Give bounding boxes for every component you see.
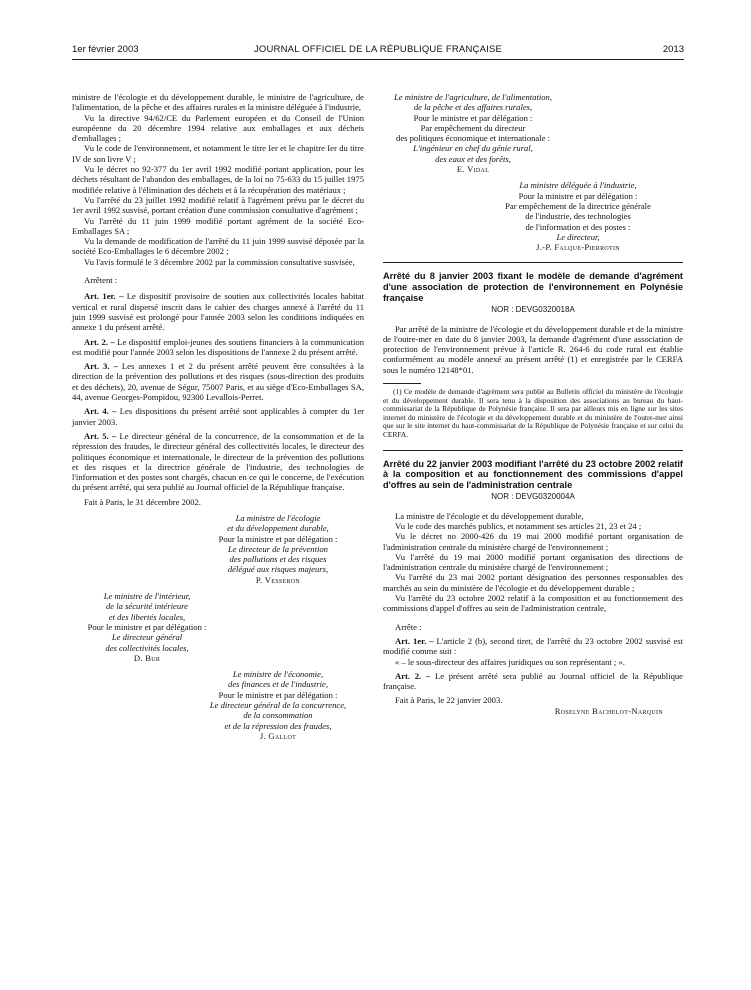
sig-name: J.-P. Falque-Pierrotin (536, 242, 620, 253)
sig-line: Pour la ministre et par délégation : (218, 533, 338, 544)
article-text: L'article 2 (b), second tiret, de l'arrêté du 23 octobre 2002 susvisé est modifié comme suit : (383, 635, 683, 657)
left-column (72, 92, 364, 741)
article-text: Le directeur général de la concurrence, de la consommation et de la répression des fraudes, le directeur général des collectivités locales, le directeur des politiques économique et internationale, le directeur de la prévention des pollutions et des risques et la directrice générale de l'industrie, des technologies de l'information et des postes sont chargés, chacun en ce qui le concerne, de l'exécution du présent arrêté, qui sera publié au Journal officiel de la République française. (72, 430, 365, 493)
article-label: Art. 4. – (84, 406, 117, 417)
sig-line: délégué aux risques majeurs, (227, 564, 329, 575)
fait-a-paris: Fait à Paris, le 22 janvier 2003. (395, 695, 503, 706)
header-date: 1er février 2003 (72, 44, 139, 55)
sig-line: Le ministre de l'agriculture, de l'alimentation, (394, 92, 552, 102)
decree-body-1: Par arrêté de la ministre de l'écologie et du développement durable et de la ministre de l'outre-mer en date du 8 janvier 2003, la demande d'agrément d'une association de protection de l'environnement prévue à l'article R. 264-6 du code rural est établie conformément au modèle annexé au présent arrêté (1) et enregistrée par le CERFA sous le numéro 12148*01. (383, 323, 683, 375)
article-label: Art. 3. – (84, 361, 118, 372)
sig-name: P. Vesseron (255, 574, 301, 585)
visa: Vu le décret no 2000-426 du 19 mai 2000 modifié portant organisation de l'administration centrale du ministère chargé de l'environnement ; (383, 531, 683, 552)
visa: Vu l'avis formulé le 3 décembre 2002 par la commission consultative susvisée, (84, 256, 355, 267)
sig-name: D. Bur (133, 652, 161, 663)
sig-line: de la sécurité intérieure (105, 601, 188, 612)
signatory-name: Roselyne Bachelot-Narquin (554, 705, 663, 716)
visa: Vu l'arrêté du 23 mai 2002 portant désignation des personnes responsables des marchés au sein du ministère de l'écologie et du développement durable ; (383, 572, 683, 593)
article-5 (72, 431, 364, 493)
sig-line: Par empêchement de la directrice générale (505, 200, 651, 211)
visa: Vu la directive 94/62/CE du Parlement européen et du Conseil de l'Union européenne du 20 décembre 1994 relative aux emballages et aux déchets d'emballages ; (72, 112, 364, 144)
sig-line: Le directeur général de la concurrence, (209, 700, 347, 711)
article-text: Le dispositif emploi-jeunes des soutiens financiers à la communication est modifié pour l'année 2003 selon les dispositions de l'annexe 2 du présent arrêté. (72, 336, 364, 357)
article-text: Le dispositif provisoire de soutien aux collectivités locales habitat vertical et rural dispersé inscrit dans le cahier des charges annexé à l'arrêté du 11 juin 1999 susvisé est prolongé pour l'année 2003 selon les conditions indiquées en annexe 1 du présent arrêté. (72, 291, 364, 333)
article-1 (383, 636, 683, 657)
sig-line: Le directeur général (111, 632, 183, 643)
decree-title-1: Arrêté du 8 janvier 2003 fixant le modèle de demande d'agrément d'une association de protection de l'environnement en Polynésie française (383, 271, 683, 303)
article-label: Art. 2. – (395, 670, 431, 681)
sig-line: et des libertés locales, (108, 611, 186, 622)
sig-line: des eaux et des forêts, (435, 153, 511, 164)
article-text: Le présent arrêté sera publié au Journal officiel de la République française. (383, 670, 683, 692)
visa: Vu le code des marchés publics, et notamment ses articles 21, 23 et 24 ; (395, 520, 642, 531)
page-header (72, 44, 684, 58)
article-label: Art. 5. – (84, 430, 117, 441)
sig-line: La ministre déléguée à l'industrie, (519, 180, 637, 191)
sig-line: des collectivités locales, (105, 642, 189, 653)
visa: Vu l'arrêté du 23 juillet 1992 modifié relatif à l'agrément prévu par le décret du 1er avril 1992 susvisé, portant création d'une commission consultative d'agrément ; (72, 194, 364, 216)
article-text: Les annexes 1 et 2 du présent arrêté peuvent être consultées à la direction de la prévention des pollutions et des risques (sous-direction des produits et des déchets), 20, avenue de Ségur, 75007 Paris, et au siège d'Eco-Emballages SA, 44, avenue Georges-Pompidou, 92300 Levallois-Perret. (72, 361, 364, 403)
section-divider (383, 450, 683, 451)
sig-line: Pour le ministre et par délégation : (87, 621, 207, 632)
nor-reference-1: NOR : DEVG0320018A (491, 305, 575, 315)
sig-name: J. Gallot (259, 730, 297, 741)
sig-line: Pour le ministre et par délégation : (218, 689, 338, 700)
sig-line: Le directeur de la prévention (228, 543, 328, 554)
sig-line: Le directeur, (556, 231, 600, 242)
arretent-heading: Arrêtent : (84, 275, 118, 286)
article-text: Les dispositions du présent arrêté sont applicables à compter du 1er janvier 2003. (72, 406, 364, 427)
visa: Vu le décret no 92-377 du 1er avril 1992 modifié portant application, pour les déchets résultant de l'abandon des emballages, de la loi no 75-633 du 15 juillet 1975 modifiée relative à l'élimination des déchets et à la récupération des matériaux ; (72, 164, 364, 195)
sig-line: Par empêchement du directeur (420, 122, 526, 133)
sig-line: de l'information et des postes : (525, 221, 631, 232)
paragraph: ministre de l'écologie et du développement durable, le ministre de l'agriculture, de l'alimentation, de la pêche et des affaires rurales et la ministre déléguée à l'industrie, (72, 92, 364, 113)
sig-line: Le ministre de l'intérieur, (103, 591, 191, 602)
fait-a-paris: Fait à Paris, le 31 décembre 2002. (84, 496, 201, 507)
arrete-heading: Arrête : (395, 621, 422, 632)
sig-line: Pour la ministre et par délégation : (518, 190, 638, 201)
sig-line: et du développement durable, (227, 523, 329, 534)
visa: Vu l'arrêté du 23 octobre 2002 relatif à la composition et au fonctionnement des commissions d'appel d'offres au sein de l'administration centrale, (383, 593, 683, 614)
signature-ecologie (192, 513, 364, 585)
sig-line: des pollutions et des risques (229, 554, 327, 565)
signature-economie (192, 669, 364, 741)
header-title: JOURNAL OFFICIEL DE LA RÉPUBLIQUE FRANÇAISE (253, 44, 503, 55)
header-page-number: 2013 (662, 44, 684, 55)
sig-line: et de la répression des fraudes, (224, 720, 332, 731)
article-1 (72, 291, 364, 332)
sig-name: E. Vidal (456, 164, 490, 175)
signature-agriculture (383, 92, 563, 174)
quoted-text: « – le sous-directeur des affaires juridiques ou son représentant ; ». (395, 656, 625, 667)
footnote: (1) Ce modèle de demande d'agrément sera publié au Bulletin officiel du ministère de l'écologie et du développement durable. Il sera tenu à la disposition des associations au bureau du haut-commissariat de la République de Polynésie française. Il sera par ailleurs mis en ligne sur les sites internet du ministère de l'écologie et du développement durable et du ministère de l'outre-mer ainsi que sur le site internet du haut-commissariat de la République de Polynésie française et sur celui du CERFA. (383, 387, 683, 439)
visa: Vu le code de l'environnement, et notamment le titre Ier et le chapitre Ier du titre IV de son livre V ; (72, 143, 364, 164)
decree-title-2: Arrêté du 22 janvier 2003 modifiant l'arrêté du 23 octobre 2002 relatif à la composition et au fonctionnement des commissions d'appel d'offres au sein de l'administration centrale (383, 458, 683, 490)
article-2 (72, 337, 364, 358)
header-rule (72, 59, 684, 60)
article-4 (72, 406, 364, 427)
visa: Vu l'arrêté du 19 mai 2000 modifié portant organisation des directions de l'administration centrale du ministère chargé de l'environnement ; (383, 551, 683, 573)
sig-line: des finances et de l'industrie, (228, 679, 328, 690)
signature-interieur (72, 591, 222, 663)
article-3 (72, 361, 364, 402)
sig-line: Pour le ministre et par délégation : (413, 112, 533, 123)
nor-reference-2: NOR : DEVG0320004A (491, 492, 575, 502)
signature-industrie (473, 180, 683, 252)
sig-line: La ministre de l'écologie (235, 512, 321, 523)
sig-line: des politiques économique et internationale : (396, 133, 550, 144)
article-2 (383, 671, 683, 692)
paragraph: La ministre de l'écologie et du développement durable, (395, 510, 584, 521)
article-label: Art. 2. – (84, 336, 115, 347)
sig-line: de l'industrie, des technologies (525, 211, 631, 222)
sig-line: de la consommation (243, 710, 313, 721)
sig-line: Le ministre de l'économie, (232, 669, 324, 680)
visa: Vu l'arrêté du 11 juin 1999 modifié portant agrément de la société Eco-Emballages SA ; (72, 215, 364, 236)
visa: Vu la demande de modification de l'arrêté du 11 juin 1999 susvisé déposée par la société Eco-Emballages le 6 décembre 2002 ; (72, 236, 364, 257)
article-label: Art. 1er. – (395, 635, 434, 646)
right-column (383, 92, 683, 716)
sig-line: L'ingénieur en chef du génie rural, (413, 143, 533, 154)
section-divider (383, 262, 683, 263)
sig-line: de la pêche et des affaires rurales, (413, 102, 533, 113)
footnote-rule (383, 383, 421, 384)
article-label: Art. 1er. – (84, 291, 124, 302)
